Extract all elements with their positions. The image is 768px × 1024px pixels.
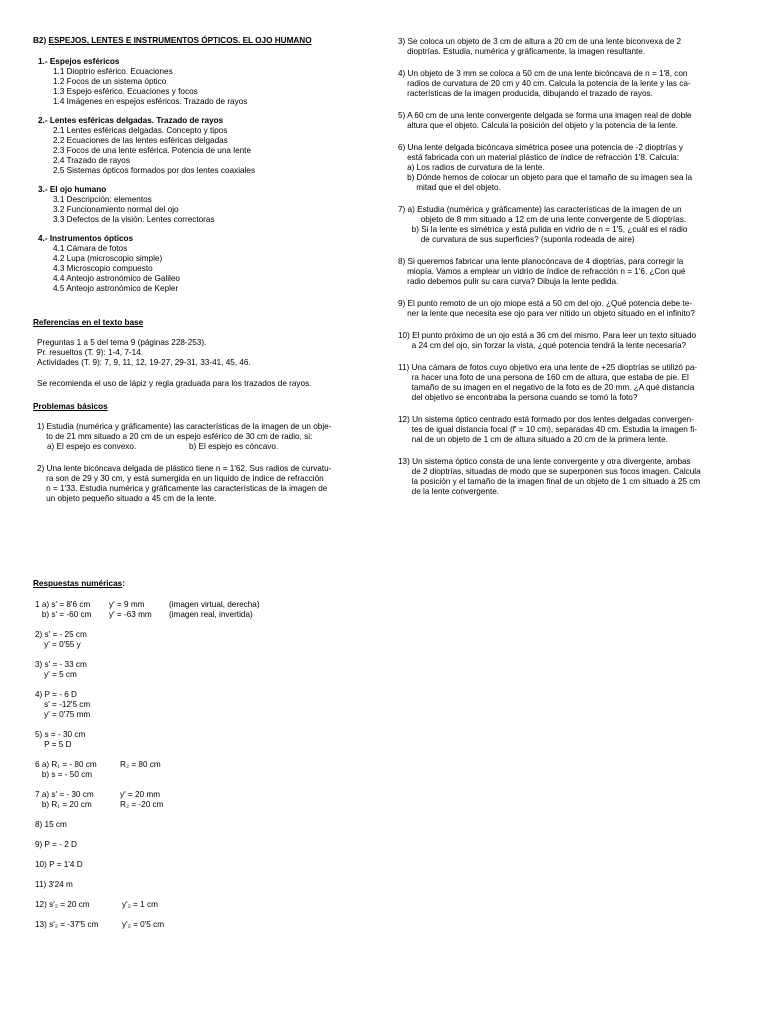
problems-heading: Problemas básicos [33,402,108,411]
problem-option-a: a) El espejo es convexo. [47,442,137,451]
references-note: Se recomienda el uso de lápiz y regla graduada para los trazados de rayos. [37,379,312,388]
problem-3 [398,37,681,57]
problem-7 [398,205,687,245]
problem-option-b: b) El espejo es cóncavo. [189,442,279,451]
answer-item [35,690,365,720]
problem-line: radios de curvatura de 20 cm y 40 cm. Calcula la potencia de la lente y las ca- [398,79,691,88]
answer-item [35,630,365,650]
problem-line: objeto de 8 mm situado a 12 cm de una lente convergente de 5 dioptrías. [398,215,687,224]
answer-note: (imagen real, invertida) [169,610,253,619]
problem-line: mitad que el del objeto. [398,183,501,192]
answer-value: 13) s'₂ = -37'5 cm [35,920,99,929]
problem-5 [398,111,692,131]
answer-secondary: y' = -63 mm [109,610,152,619]
syllabus-item: 4.5 Anteojo astronómico de Kepler [53,284,179,293]
problem-13 [398,457,701,497]
answer-value: 6 a) R₁ = - 80 cm [35,760,97,769]
answer-item [35,790,365,810]
references-lines [37,338,251,368]
answer-item [35,840,365,850]
problem-line: ner la lente que necesita ese ojo para ver nítido un objeto situado en el infinito? [398,309,695,318]
syllabus-section-title: 1.- Espejos esféricos [38,57,120,66]
answer-secondary: y' = 9 mm [109,600,145,609]
document-title: ESPEJOS, LENTES E INSTRUMENTOS ÓPTICOS. EL OJO HUMANO [48,36,312,45]
answer-value: 10) P = 1'4 D [35,860,83,869]
problem-line: 6) Una lente delgada bicóncava simétrica posee una potencia de -2 dioptrías y [398,143,683,152]
problem-line: está fabricada con un material plástico de índice de refracción 1'8. Calcula: [398,153,680,162]
problem-line: ra son de 29 y 30 cm, y está sumergida en un líquido de índice de refracción [37,474,324,483]
answer-value: P = 5 D [35,740,72,749]
syllabus-item: 3.3 Defectos de la visión. Lentes correctoras [53,215,215,224]
syllabus-section [38,185,368,225]
syllabus-item: 2.1 Lentes esféricas delgadas. Concepto y tipos [53,126,228,135]
problem-line: radio debemos pulir su cara curva? Dibuja la lente pedida. [398,277,619,286]
syllabus-section-title: 2.- Lentes esféricas delgadas. Trazado de rayos [38,116,224,125]
problem-line: de curvatura de sus superficies? (suponla rodeada de aire) [398,235,635,244]
answer-item [35,730,365,750]
problem-line: racterísticas de la imagen producida, dibujando el trazado de rayos. [398,89,653,98]
problem-line: tamaño de su imagen en el negativo de la foto es de 20 mm. ¿A qué distancia [398,383,695,392]
answer-item [35,860,365,870]
answer-value: 5) s = - 30 cm [35,730,86,739]
problem-line: 5) A 60 cm de una lente convergente delgada se forma una imagen real de doble [398,111,692,120]
problem-line: nal de un objeto de 1 cm de altura situado a 20 cm de la primera lente. [398,435,668,444]
syllabus-item: 1.4 Imágenes en espejos esféricos. Trazado de rayos [53,97,248,106]
problem-1 [37,422,331,452]
syllabus-section-title: 3.- El ojo humano [38,185,107,194]
answer-secondary: R₂ = 80 cm [120,760,161,769]
answer-value: 1 a) s' = 8'6 cm [35,600,91,609]
problem-6 [398,143,692,193]
problem-2 [37,464,331,504]
problem-10 [398,331,696,351]
answers-heading-colon: : [122,579,125,588]
problem-line: 12) Un sistema óptico centrado está formado por dos lentes delgadas convergen- [398,415,694,424]
problem-line: dioptrías. Estudia, numérica y gráficamente, la imagen resultante. [398,47,646,56]
answer-value: b) s = - 50 cm [35,770,93,779]
problem-line: a 24 cm del ojo, sin forzar la vista, ¿qué potencia tendrá la lente necesaria? [398,341,687,350]
answer-item [35,880,365,890]
problem-line: altura que el objeto. Calcula la posición del objeto y la potencia de la lente. [398,121,678,130]
problem-line: 3) Se coloca un objeto de 3 cm de altura a 20 cm de una lente biconvexa de 2 [398,37,682,46]
problem-line: 4) Un objeto de 3 mm se coloca a 50 cm de una lente bicóncava de n = 1'8, con [398,69,688,78]
answer-value: 3) s' = - 33 cm [35,660,87,669]
answer-item [35,920,365,930]
answer-item [35,900,365,910]
references-section [33,318,143,328]
answer-value: y' = 0'55 y [35,640,81,649]
reference-line: Pr. resueltos (T. 9): 1-4, 7-14. [37,348,144,357]
problem-line: b) Si la lente es simétrica y está pulida en vidrio de n = 1'5, ¿cuál es el radio [398,225,688,234]
problem-11 [398,363,697,403]
problem-line: de 2 dioptrías, situadas de modo que se superponen sus focos imagen. Calcula [398,467,701,476]
answer-value: 7 a) s' = - 30 cm [35,790,94,799]
answer-value: 4) P = - 6 D [35,690,77,699]
answer-secondary: y'₂ = 0'5 cm [122,920,165,929]
answer-item [35,660,365,680]
problem-4 [398,69,691,99]
answer-value: b) s' = -60 cm [35,610,92,619]
answers-heading-wrap [33,579,125,589]
answer-secondary: R₂ = -20 cm [120,800,164,809]
answer-value: y' = 0'75 mm [35,710,91,719]
syllabus-item: 2.3 Focos de una lente esférica. Potencia de una lente [53,146,251,155]
problem-line: de la lente convergente. [398,487,500,496]
answer-value: 2) s' = - 25 cm [35,630,87,639]
problem-12 [398,415,697,445]
problem-line: del objetivo se encontraba la persona cuando se tomó la foto? [398,393,638,402]
syllabus-item: 3.2 Funcionamiento normal del ojo [53,205,179,214]
syllabus-section [38,116,368,176]
problem-line: 8) Si queremos fabricar una lente planocóncava de 4 dioptrías, para corregir la [398,257,684,266]
problem-line: a) Los radios de curvatura de la lente. [398,163,545,172]
syllabus-section-title: 4.- Instrumentos ópticos [38,234,134,243]
problem-line: un objeto pequeño situado a 45 cm de la lente. [37,494,217,503]
syllabus-item: 1.3 Espejo esférico. Ecuaciones y focos [53,87,198,96]
syllabus-item: 1.1 Dioptrio esférico. Ecuaciones [53,67,173,76]
reference-line: Actividades (T. 9): 7, 9, 11, 12, 19-27, 29-31, 33-41, 45, 46. [37,358,251,367]
references-heading: Referencias en el texto base [33,318,144,327]
problem-line: ra hacer una foto de una persona de 160 cm de altura, que estaba de pie. El [398,373,689,382]
reference-line: Preguntas 1 a 5 del tema 9 (páginas 228-253). [37,338,207,347]
problem-line: miopía. Vamos a emplear un vidrio de índice de refracción n = 1'6. ¿Con qué [398,267,686,276]
syllabus-item: 4.1 Cámara de fotos [53,244,128,253]
answers-heading: Respuestas numéricas [33,579,123,588]
problem-line: 1) Estudia (numérica y gráficamente) las características de la imagen de un obje- [37,422,332,431]
syllabus-item: 4.4 Anteojo astronómico de Galileo [53,274,180,283]
document-header [33,36,312,46]
answer-value: 8) 15 cm [35,820,67,829]
problem-8 [398,257,685,287]
problem-line: 7) a) Estudia (numérica y gráficamente) las características de la imagen de un [398,205,682,214]
answer-secondary: y' = 20 mm [120,790,161,799]
problem-line: la posición y el tamaño de la imagen final de un objeto de 1 cm situado a 25 cm [398,477,701,486]
syllabus-item: 2.5 Sistemas ópticos formados por dos lentes coaxiales [53,166,256,175]
problem-line: tes de igual distancia focal (f' = 10 cm), separadas 40 cm. Estudia la imagen fi- [398,425,697,434]
answer-value: s' = -12'5 cm [35,700,91,709]
answer-item [35,760,365,780]
problem-line: n = 1'33. Estudia numérica y gráficamente las características de la imagen de [37,484,328,493]
syllabus-section [38,57,368,107]
answer-value: 9) P = - 2 D [35,840,77,849]
problem-line: 13) Un sistema óptico consta de una lente convergente y otra divergente, ambas [398,457,691,466]
problem-line: 9) El punto remoto de un ojo miope está a 50 cm del ojo. ¿Qué potencia debe te- [398,299,693,308]
problem-line: to de 21 mm situado a 20 cm de un espejo esférico de 30 cm de radio, si: [37,432,313,441]
syllabus-section [38,234,368,294]
problem-line: 2) Una lente bicóncava delgada de plástico tiene n = 1'62. Sus radios de curvatu- [37,464,332,473]
problem-line: 11) Una cámara de fotos cuyo objetivo era una lente de +25 dioptrías se utilizó pa- [398,363,698,372]
answer-note: (imagen virtual, derecha) [169,600,260,609]
syllabus [38,57,368,294]
answer-value: 12) s'₂ = 20 cm [35,900,90,909]
syllabus-item: 2.2 Ecuaciones de las lentes esféricas delgadas [53,136,228,145]
problem-line: 10) El punto próximo de un ojo está a 36 cm del mismo. Para leer un texto situado [398,331,697,340]
answer-value: 11) 3'24 m [35,880,73,889]
syllabus-item: 2.4 Trazado de rayos [53,156,130,165]
answer-value: b) R₁ = 20 cm [35,800,92,809]
answer-item [35,820,365,830]
syllabus-item: 1.2 Focos de un sistema óptico [53,77,167,86]
answer-value: y' = 5 cm [35,670,77,679]
header-code: B2) [33,36,47,45]
problem-9 [398,299,695,319]
syllabus-item: 4.3 Microscopio compuesto [53,264,153,273]
problem-line: b) Dónde hemos de colocar un objeto para que el tamaño de su imagen sea la [398,173,693,182]
answers-list [35,600,365,940]
answer-secondary: y'₂ = 1 cm [122,900,158,909]
syllabus-item: 4.2 Lupa (microscopio simple) [53,254,163,263]
syllabus-item: 3.1 Descripción: elementos [53,195,152,204]
answer-item [35,600,365,620]
